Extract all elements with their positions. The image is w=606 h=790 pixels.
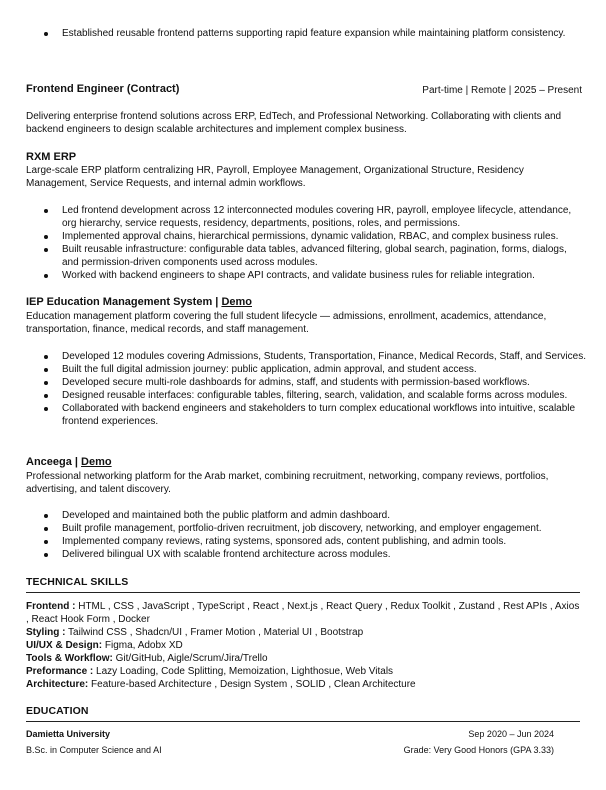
skill-label: UI/UX & Design: (26, 640, 103, 651)
skill-value: Feature-based Architecture , Design System , SOLID , Clean Architecture (88, 679, 416, 690)
skill-value: Tailwind CSS , Shadcn/UI , Framer Motion , Material UI , Bootstrap (65, 627, 364, 638)
bullet-item: Built profile management, portfolio-driven recruitment, job discovery, networking, and employer engagement. (26, 522, 586, 535)
bullet-item: Collaborated with backend engineers and stakeholders to turn complex educational workflows into intuitive, scalable frontend experiences. (26, 402, 586, 428)
project-description: Large-scale ERP platform centralizing HR, Payroll, Employee Management, Organizational Structure, Residency Management, Service Requests, and internal admin workflows. (26, 165, 524, 189)
skills-section-title: TECHNICAL SKILLS (26, 576, 129, 588)
project-name: RXM ERP (26, 151, 77, 163)
project-description: Education management platform covering the full student lifecycle — admissions, enrollment, academics, attendance, transportation, finance, medical records, and staff management. (26, 311, 547, 335)
bullet-item: Implemented company reviews, rating systems, sponsored ads, content publishing, and admin tools. (26, 535, 586, 548)
skill-value: HTML , CSS , JavaScript , TypeScript , React , Next.js , React Query , Redux Toolkit , Zustand , Rest APIs , Axios , React Hook Form , Docker (26, 601, 580, 625)
skill-label: Frontend : (26, 601, 76, 612)
bullet-item: Designed reusable interfaces: configurable tables, filtering, search, validation, and scalable forms across modules. (26, 389, 586, 402)
education-section-title: EDUCATION (26, 705, 89, 717)
bullet-item: Developed 12 modules covering Admissions, Students, Transportation, Finance, Medical Records, Staff, and Services. (26, 350, 586, 363)
project-title-anceega (26, 456, 112, 469)
skill-label: Tools & Workflow: (26, 653, 113, 664)
skill-row-architecture (26, 678, 582, 691)
demo-link[interactable]: Demo (221, 296, 252, 308)
bullet-item: Developed and maintained both the public platform and admin dashboard. (26, 509, 586, 522)
section-divider (26, 721, 580, 722)
bullet-item: Built the full digital admission journey: public application, admin approval, and student access. (26, 363, 586, 376)
bullet-item: Led frontend development across 12 interconnected modules covering HR, payroll, employee lifecycle, attendance, org hierarchy, service requests, residency, departments, positions, roles, and permissions. (26, 204, 586, 230)
bullet-item: Built reusable infrastructure: configurable data tables, advanced filtering, global search, pagination, forms, dialogs, and permission-driven components used across modules. (26, 243, 586, 269)
job-title: Frontend Engineer (Contract) (26, 83, 180, 95)
project-description: Professional networking platform for the Arab market, combining recruitment, networking, company reviews, portfolios, advertising, and talent discovery. (26, 471, 549, 495)
demo-link[interactable]: Demo (81, 456, 112, 468)
skill-label: Styling : (26, 627, 66, 638)
school-name: Damietta University (26, 729, 111, 739)
project-title-iep (26, 296, 252, 309)
previous-role-bullets (26, 27, 586, 40)
project-name: Anceega | (26, 456, 82, 468)
skills-list (26, 600, 582, 691)
education-school (26, 728, 110, 741)
skill-row-styling (26, 626, 582, 639)
bullet-item: Delivered bilingual UX with scalable frontend architecture across modules. (26, 548, 586, 561)
skill-row-performance (26, 665, 582, 678)
bullet-item: Developed secure multi-role dashboards for admins, staff, and students with permission-based workflows. (26, 376, 586, 389)
skill-value: Figma, Adobx XD (102, 640, 183, 651)
job-meta: Part-time | Remote | 2025 – Present (422, 85, 582, 96)
section-divider (26, 592, 580, 593)
education-grade: Grade: Very Good Honors (GPA 3.33) (403, 745, 554, 755)
skill-row-design (26, 639, 582, 652)
skill-value: Lazy Loading, Code Splitting, Memoization, Lighthosue, Web Vitals (93, 666, 394, 677)
project-title-rxm (26, 151, 76, 164)
skill-value: Git/GitHub, Aigle/Scrum/Jira/Trello (112, 653, 268, 664)
project-bullets (26, 509, 586, 561)
skill-label: Architecture: (26, 679, 89, 690)
skill-row-frontend (26, 600, 582, 626)
bullet-item: Worked with backend engineers to shape API contracts, and validate business rules for reliable integration. (26, 269, 586, 282)
project-bullets (26, 204, 586, 282)
education-dates: Sep 2020 – Jun 2024 (468, 729, 554, 739)
bullet-item: Implemented approval chains, hierarchical permissions, dynamic validation, RBAC, and complex business rules. (26, 230, 586, 243)
skill-row-tools (26, 652, 582, 665)
skill-label: Preformance : (26, 666, 94, 677)
education-degree: B.Sc. in Computer Science and AI (26, 745, 162, 755)
job-summary: Delivering enterprise frontend solutions across ERP, EdTech, and Professional Networking. Collaborating with clients and backend engineers to design scalable architectures and implement complex business. (26, 111, 562, 135)
bullet-item: Established reusable frontend patterns supporting rapid feature expansion while maintaining platform consistency. (26, 27, 586, 40)
project-bullets (26, 350, 586, 428)
project-name: IEP Education Management System | (26, 296, 222, 308)
